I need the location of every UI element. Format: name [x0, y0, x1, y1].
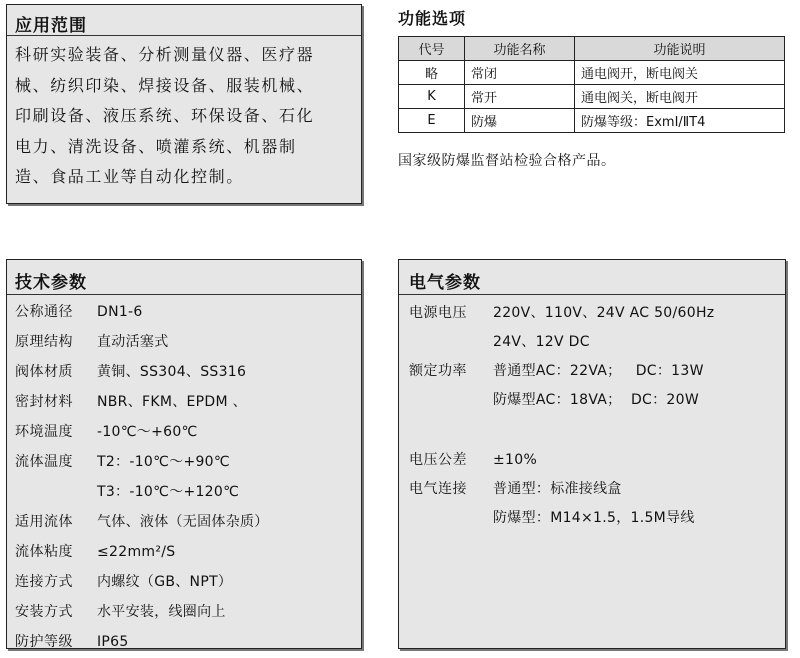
application-line: 电力、清洗设备、喷灌系统、机器制: [15, 136, 297, 156]
parameter-key: 密封材料: [15, 394, 73, 410]
technical-parameters-list: [7, 295, 361, 657]
cell-function-name: 防爆: [465, 109, 575, 133]
application-line: 印刷设备、液压系统、环保设备、石化: [15, 106, 315, 125]
technical-parameters-title: 技术参数: [15, 273, 87, 293]
voltage-tolerance-row: [409, 446, 785, 475]
application-range-panel: [6, 4, 362, 204]
parameter-value: -10℃～+60℃: [97, 424, 198, 440]
cell-function-name: 常开: [465, 85, 575, 109]
parameter-key: 安装方式: [15, 604, 73, 620]
parameter-key: [15, 477, 97, 507]
parameter-key: 连接方式: [15, 574, 73, 590]
cell-code: K: [399, 85, 465, 109]
parameter-key: 阀体材质: [15, 364, 73, 380]
supply-voltage-row: [409, 299, 785, 357]
parameter-value: 直动活塞式: [97, 334, 169, 350]
parameter-row: [15, 537, 361, 567]
rated-power-line: 防爆型AC：18VA； DC：20W: [493, 392, 699, 408]
function-options-table: [398, 36, 785, 133]
rated-power-key: 额定功率: [409, 363, 467, 379]
parameter-row: [15, 297, 361, 327]
parameter-value: IP65: [97, 634, 129, 650]
cell-code: E: [399, 109, 465, 133]
table-header-row: [399, 37, 785, 61]
parameter-key: 公称通径: [15, 304, 73, 320]
electrical-parameters-divider: [399, 294, 785, 295]
function-options-title: 功能选项: [398, 9, 467, 28]
parameter-key: 流体温度: [15, 454, 73, 470]
rated-power-row: [409, 357, 785, 415]
supply-voltage-values: [493, 299, 714, 357]
supply-voltage-line: 24V、12V DC: [493, 334, 590, 350]
parameter-key: 环境温度: [15, 424, 73, 440]
cell-code: 略: [399, 61, 465, 85]
electrical-connection-values: [493, 475, 695, 533]
application-range-text: [7, 36, 361, 193]
application-range-title: 应用范围: [15, 16, 87, 36]
parameter-row: [15, 327, 361, 357]
parameter-value: NBR、FKM、EPDM 、: [97, 394, 247, 410]
supply-voltage-line: 220V、110V、24V AC 50/60Hz: [493, 305, 715, 321]
parameter-value: DN1-6: [97, 304, 143, 320]
parameter-key: 适用流体: [15, 514, 73, 530]
parameter-row: [15, 387, 361, 417]
electrical-connection-line: 防爆型：M14×1.5，1.5M导线: [493, 510, 695, 526]
rated-power-line: 普通型AC：22VA； DC：13W: [493, 363, 704, 379]
rated-power-values: [493, 357, 704, 415]
table-row: [399, 109, 785, 133]
certification-note: 国家级防爆监督站检验合格产品。: [398, 153, 616, 169]
application-line: 造、食品工业等自动化控制。: [15, 167, 244, 186]
table-row: [399, 61, 785, 85]
header-function-name: 功能名称: [465, 37, 575, 61]
header-function-desc: 功能说明: [575, 37, 785, 61]
cell-function-desc: 通电阀关，断电阀开: [575, 85, 785, 109]
parameter-row: [15, 507, 361, 537]
electrical-parameters-list: [399, 299, 785, 533]
parameter-key: 原理结构: [15, 334, 73, 350]
parameter-row: [15, 477, 361, 507]
cell-function-desc: 通电阀开，断电阀关: [575, 61, 785, 85]
voltage-tolerance-key: 电压公差: [409, 452, 467, 468]
cell-function-desc: 防爆等级：ExmⅠ/ⅡT4: [575, 109, 785, 133]
parameter-key: 防护等级: [15, 634, 73, 650]
parameter-value: 黄铜、SS304、SS316: [97, 364, 247, 380]
parameter-value: 气体、液体（无固体杂质）: [97, 514, 269, 530]
technical-parameters-panel: [6, 259, 362, 649]
parameter-key: 流体粘度: [15, 544, 73, 560]
parameter-row: [15, 447, 361, 477]
cell-function-name: 常闭: [465, 61, 575, 85]
application-line: 械、纺织印染、焊接设备、服装机械、: [15, 75, 315, 95]
supply-voltage-key: 电源电压: [409, 305, 467, 321]
header-code: 代号: [399, 37, 465, 61]
electrical-connection-key: 电气连接: [409, 481, 467, 497]
electrical-parameters-title: 电气参数: [409, 273, 481, 293]
parameter-row: [15, 627, 361, 657]
parameter-row: [15, 597, 361, 627]
parameter-row: [15, 357, 361, 387]
voltage-tolerance-values: [493, 446, 537, 475]
electrical-connection-row: [409, 475, 785, 533]
application-line: 科研实验装备、分析测量仪器、医疗器: [15, 45, 315, 64]
table-row: [399, 85, 785, 109]
voltage-tolerance-value: ±10%: [493, 452, 538, 468]
parameter-row: [15, 567, 361, 597]
electrical-parameters-panel: [398, 259, 786, 649]
parameter-value: T2：-10℃～+90℃: [97, 454, 230, 470]
parameter-value: T3：-10℃～+120℃: [97, 484, 240, 500]
electrical-connection-line: 普通型：标准接线盒: [493, 481, 622, 497]
parameter-value: ≤22mm²/S: [97, 544, 176, 560]
parameter-value: 内螺纹（GB、NPT）: [97, 574, 233, 590]
parameter-value: 水平安装，线圈向上: [97, 604, 226, 620]
parameter-row: [15, 417, 361, 447]
